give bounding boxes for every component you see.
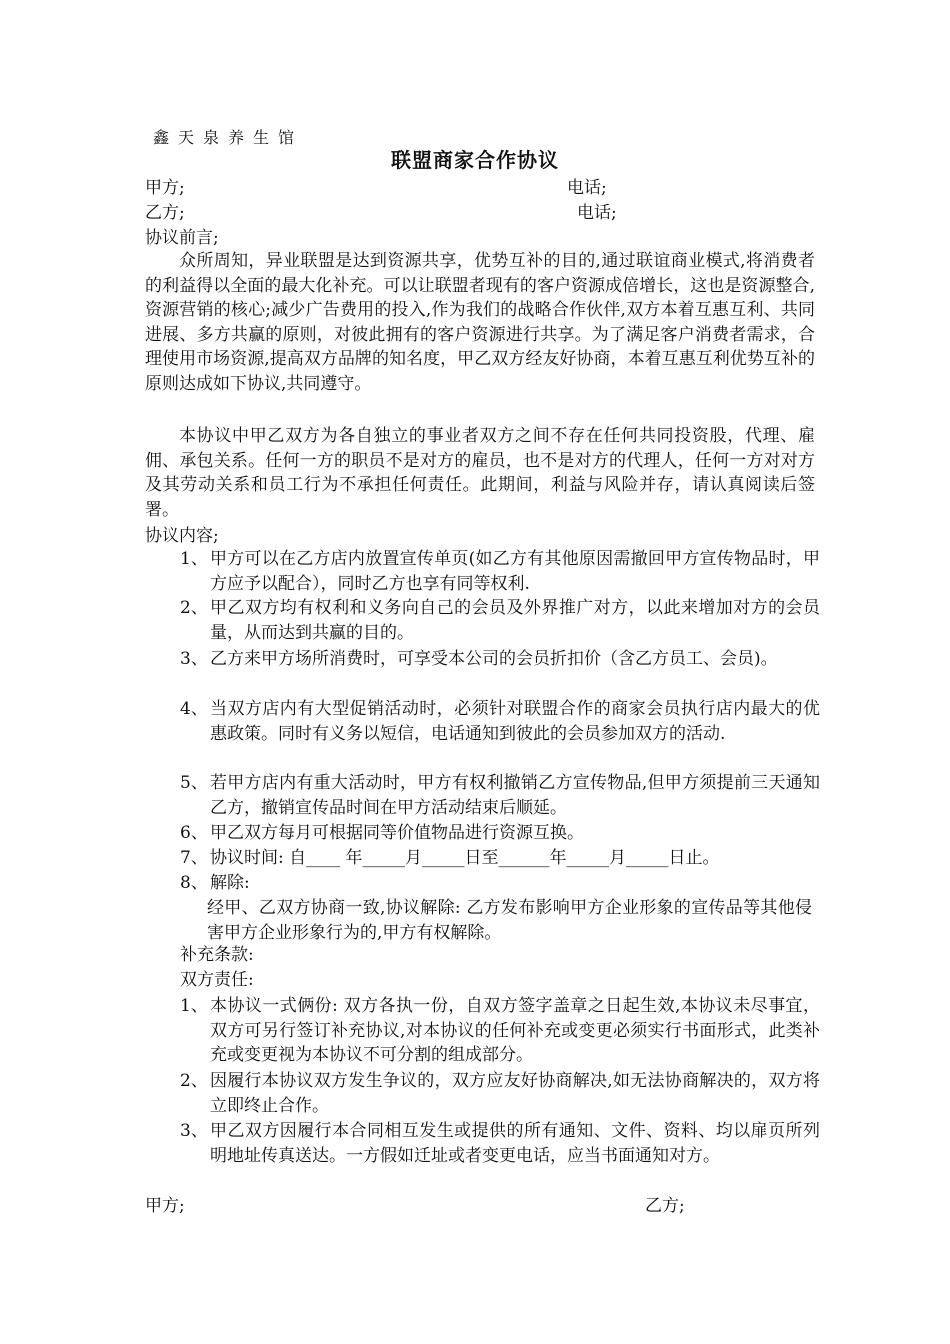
party-a-label: 甲方; [145, 178, 185, 198]
item-text: 当双方店内有大型促销活动时，必须针对联盟合作的商家会员执行店内最大的优惠政策。同时有义务以短信，电话通知到彼此的会员参加双方的活动. [210, 699, 820, 744]
item-number: 3、 [180, 649, 208, 669]
item-text: 本协议一式俩份: 双方各执一份，自双方签字盖章之日起生效,本协议未尽事宜，双方可另行签订补充协议,对本协议的任何补充或变更必须实行书面形式，此类补充或变更视为本协议不可分割的组成部分。 [210, 996, 820, 1065]
signature-party-a: 甲方; [145, 1196, 185, 1216]
item-text: 甲乙双方均有权利和义务向自己的会员及外界推广对方，以此来增加对方的会员量，从而达到共赢的目的。 [210, 598, 820, 643]
party-b-phone-label: 电话; [577, 203, 617, 223]
preface-heading: 协议前言; [145, 228, 219, 248]
content-item-6 [180, 821, 820, 846]
responsibility-item-2 [180, 1069, 820, 1118]
party-b-label: 乙方; [145, 203, 185, 223]
signature-party-b: 乙方; [645, 1196, 685, 1216]
document-title: 联盟商家合作协议 [391, 148, 559, 172]
responsibility-item-3 [180, 1119, 820, 1168]
item-number: 1、 [180, 996, 208, 1016]
content-item-8 [180, 871, 820, 896]
item-number: 1、 [180, 549, 208, 569]
content-item-5 [180, 771, 820, 820]
item-number: 2、 [180, 1071, 208, 1091]
item-number: 8、 [180, 873, 208, 893]
preface-paragraph-1: 众所周知，异业联盟是达到资源共享，优势互补的目的,通过联谊商业模式,将消费者的利益得以全面的最大化补充。可以让联盟者现有的客户资源成倍增长，这也是资源整合,资源营销的核心;减少广告费用的投入,作为我们的战略合作伙伴,双方本着互惠互利、共同进展、多方共赢的原则，对彼此拥有的客户资源进行共享。为了满足客户消费者需求，合理使用市场资源,提高双方品牌的知名度，甲乙双方经友好协商，本着互惠互利优势互补的原则达成如下协议,共同遵守。 [145, 251, 815, 394]
content-item-3 [180, 647, 820, 672]
content-item-4 [180, 697, 820, 746]
item-number: 4、 [180, 699, 208, 719]
party-a-phone-label: 电话; [567, 178, 607, 198]
responsibility-heading: 双方责任: [180, 970, 254, 990]
item-number: 2、 [180, 598, 208, 618]
item-text: 甲乙双方因履行本合同相互发生或提供的所有通知、文件、资料、均以扉页所列明地址传真送达。一方假如迁址或者变更电话，应当书面通知对方。 [210, 1121, 820, 1166]
item-text: 甲乙双方每月可根据同等价值物品进行资源互换。 [210, 823, 584, 843]
content-heading: 协议内容; [145, 526, 219, 546]
brand-name: 鑫天泉养生馆 [153, 128, 304, 147]
termination-text: 经甲、乙双方协商一致,协议解除: 乙方发布影响甲方企业形象的宣传品等其他侵害甲方企业形象行为的,甲方有权解除。 [207, 898, 812, 943]
responsibility-item-1 [180, 994, 820, 1068]
item-text: 协议时间: 自____ 年_____月_____日至______年_____月_____日止。 [210, 848, 720, 868]
item-text: 解除: [210, 873, 250, 893]
item-text: 因履行本协议双方发生争议的，双方应友好协商解决,如无法协商解决的，双方将立即终止合作。 [210, 1071, 820, 1116]
item-text: 若甲方店内有重大活动时，甲方有权利撤销乙方宣传物品,但甲方须提前三天通知乙方，撤销宣传品时间在甲方活动结束后顺延。 [210, 773, 820, 818]
content-item-2 [180, 596, 820, 645]
item-number: 7、 [180, 848, 208, 868]
item-number: 6、 [180, 823, 208, 843]
item-number: 5、 [180, 773, 208, 793]
content-item-7 [180, 846, 820, 871]
item-text: 甲方可以在乙方店内放置宣传单页(如乙方有其他原因需撤回甲方宣传物品时，甲方应予以配合），同时乙方也享有同等权利. [210, 549, 820, 594]
content-item-1 [180, 547, 820, 596]
item-number: 3、 [180, 1121, 208, 1141]
supplement-heading: 补充条款: [180, 945, 254, 965]
preface-paragraph-2: 本协议中甲乙双方为各自独立的事业者双方之间不存在任何共同投资股，代理、雇佣、承包关系。任何一方的职员不是对方的雇员，也不是对方的代理人，任何一方对对方及其劳动关系和员工行为不承担任何责任。此期间，利益与风险并存，请认真阅读后签署。 [145, 426, 815, 520]
item-text: 乙方来甲方场所消费时，可享受本公司的会员折扣价（含乙方员工、会员)。 [210, 649, 778, 669]
